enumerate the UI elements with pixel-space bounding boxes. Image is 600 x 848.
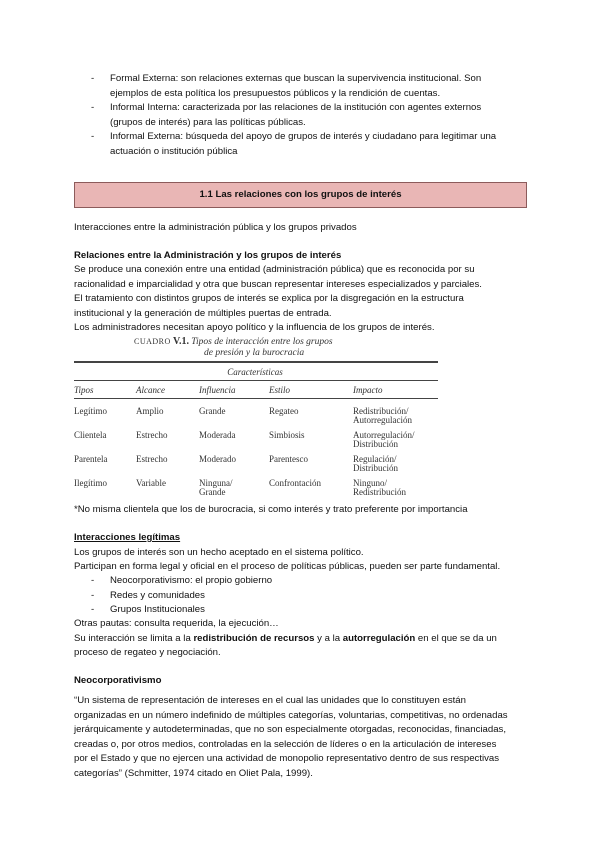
bullet-informal-externa: [91, 130, 531, 160]
relaciones-line: El tratamiento con distintos grupos de interés se explica por la disgregación en la estructura: [74, 293, 464, 304]
bullet-dash: -: [91, 73, 95, 84]
table-cell: Parentesco: [269, 454, 308, 464]
relaciones-line: institucional y la generación de múltiples puertas de entrada.: [74, 307, 332, 319]
bullet-text-line: Formal Externa: son relaciones externas que buscan la supervivencia institucional. Son: [110, 73, 482, 84]
bullet-dash: -: [91, 604, 95, 615]
otras-pautas: Otras pautas: consulta requerida, la ejecución…: [74, 618, 279, 629]
table-cell: Regulación/: [353, 454, 397, 464]
bullet-dash: -: [91, 575, 95, 586]
neocorp-line: categorías” (Schmitter, 1974 citado en Oliet Pala, 1999).: [74, 767, 313, 779]
table-header-estilo: Estilo: [269, 385, 291, 395]
relaciones-line: Los administradores necesitan apoyo político y la influencia de los grupos de interés.: [74, 322, 435, 333]
table-caption-label: CUADRO: [134, 337, 171, 346]
interaccion-paragraph-line2: proceso de regateo y negociación.: [74, 647, 221, 658]
bullet-grupos-institucionales: [91, 603, 391, 618]
table-cell: Redistribución/: [353, 406, 409, 416]
interaction-types-table: [74, 336, 438, 498]
bullet-dash: -: [91, 589, 95, 601]
table-cell: Ninguna/: [199, 478, 233, 488]
bullet-text-line: Informal Interna: caracterizada por las relaciones de la institución con agentes externos: [110, 102, 482, 113]
table-cell: Parentela: [74, 454, 108, 464]
bullet-text: Redes y comunidades: [110, 589, 205, 601]
neocorp-line: creadas o, por otros medios, controladas en la selección de líderes o en la articulación de intereses: [74, 738, 497, 750]
table-cell: Autorregulación/: [353, 430, 415, 440]
table-cell: Ilegítimo: [74, 478, 107, 488]
bullet-text-line: ejemplos de esta política los presupuestos públicos y la rendición de cuentas.: [110, 87, 441, 99]
bullet-text-line: (grupos de interés) para las políticas públicas.: [110, 116, 306, 128]
relaciones-line: racionalidad e imparcialidad y otra que buscan representar intereses especializados y parciales.: [74, 278, 482, 290]
table-cell: Clientela: [74, 430, 107, 440]
neocorp-heading: Neocorporativismo: [74, 675, 162, 686]
bullet-dash: -: [91, 131, 95, 142]
table-caption-number: V.1.: [173, 336, 189, 347]
legitimas-line: Participan en forma legal y oficial en el proceso de políticas públicas, pueden ser parte fundamental.: [74, 561, 501, 572]
section-title-box: [74, 182, 527, 208]
table-cell: Grande: [199, 406, 226, 416]
table-header-tipos: Tipos: [74, 385, 94, 395]
table-top-rule: [74, 361, 438, 363]
table-header-influencia: Influencia: [199, 385, 236, 395]
table-caption-title-2: de presión y la burocracia: [204, 348, 305, 358]
table-cell: Distribución: [353, 463, 398, 473]
bullet-text-line: actuación o institución pública: [110, 145, 238, 157]
neocorp-line: organizadas en un número indefinido de múltiples categorías, voluntarias, competitivas, no ordenadas: [74, 709, 508, 721]
table-cell: Confrontación: [269, 478, 321, 488]
table-cell: Distribución: [353, 439, 398, 449]
table-cell: Redistribución: [353, 487, 406, 497]
text-run: Su interacción se limita a la: [74, 632, 194, 644]
table-cell: Autorregulación: [353, 415, 412, 425]
neocorp-line: jerárquicamente y autodeterminadas, que no son especialmente otorgadas, reconocidas, financiadas,: [74, 724, 506, 735]
text-run-bold: autorregulación: [342, 632, 416, 644]
text-run-bold: redistribución de recursos: [193, 632, 315, 644]
table-cell: Legítimo: [74, 406, 107, 416]
bullet-text-line: Informal Externa: búsqueda del apoyo de grupos de interés y ciudadano para legitimar una: [110, 131, 497, 142]
table-rule: [74, 398, 438, 399]
table-cell: Moderada: [199, 430, 236, 440]
table-header-alcance: Alcance: [136, 385, 165, 395]
text-run: y a la: [314, 632, 343, 644]
table-header-impacto: Impacto: [353, 385, 383, 395]
intro-line: Interacciones entre la administración pública y los grupos privados: [74, 222, 357, 233]
bullet-text: Neocorporativismo: el propio gobierno: [110, 575, 273, 586]
table-cell: Variable: [136, 478, 166, 488]
neocorp-line: por el Estado y que no ejercen una actividad de monopolio representativo dentro de sus respectivas: [74, 753, 500, 764]
relaciones-heading: Relaciones entre la Administración y los grupos de interés: [74, 250, 342, 261]
bullet-dash: -: [91, 102, 95, 113]
relaciones-line: Se produce una conexión entre una entidad (administración pública) que es reconocida por su: [74, 264, 475, 275]
table-cell: Simbiosis: [269, 430, 305, 440]
table-cell: Estrecho: [136, 454, 168, 464]
table-rule: [74, 380, 438, 381]
table-note: *No misma clientela que los de burocracia, si como interés y trato preferente por importancia: [74, 504, 468, 515]
legitimas-heading: Interacciones legítimas: [74, 532, 181, 543]
table-cell: Amplio: [136, 406, 164, 416]
section-title: 1.1 Las relaciones con los grupos de interés: [199, 188, 402, 200]
table-caption: [134, 336, 333, 358]
bullet-formal-externa: [91, 72, 531, 102]
table-cell: Moderado: [199, 454, 236, 464]
table-cell: Ninguno/: [353, 478, 388, 488]
neocorp-line: “Un sistema de representación de intereses en el cual las unidades que lo constituyen están: [74, 695, 466, 706]
bullet-informal-interna: [91, 101, 531, 131]
bullet-neocorporativismo: [91, 574, 391, 589]
table-cell: Regateo: [269, 406, 299, 416]
bullet-text: Grupos Institucionales: [110, 604, 205, 615]
legitimas-line: Los grupos de interés son un hecho aceptado en el sistema político.: [74, 546, 364, 558]
table-cell: Estrecho: [136, 430, 168, 440]
bullet-redes: [91, 589, 391, 604]
table-caption-title: Tipos de interacción entre los grupos: [191, 337, 333, 347]
table-cell: Grande: [199, 487, 226, 497]
table-group-header: Características: [227, 367, 283, 377]
text-run: en el que se da un: [415, 632, 497, 644]
interaccion-paragraph: [74, 632, 497, 647]
